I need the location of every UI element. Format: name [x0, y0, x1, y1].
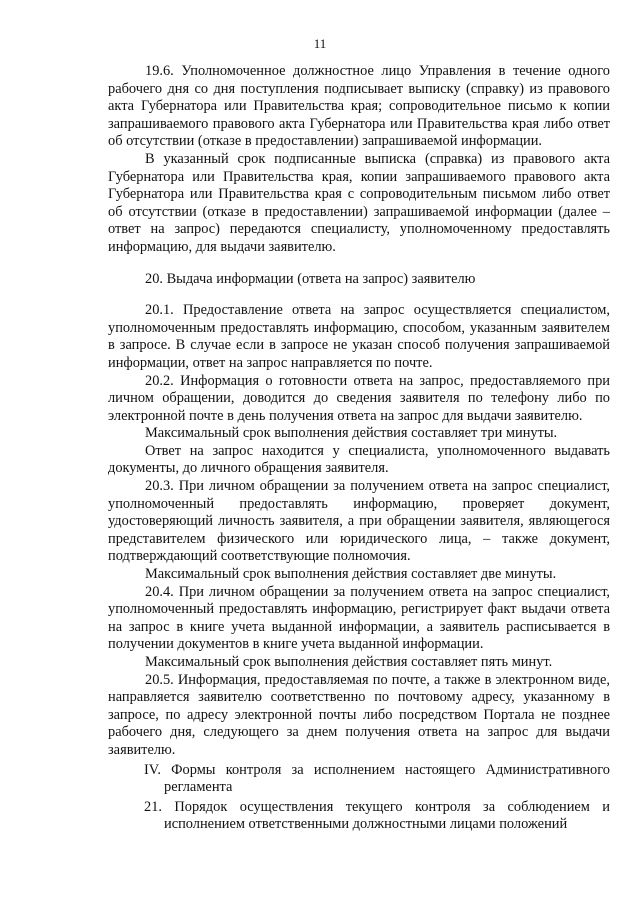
- paragraph-19-6: 19.6. Уполномоченное должностное лицо Управления в течение одного рабочего дня со дня поступления подписывает выписку (справку) из правового акта Губернатора или Правительства края; сопроводительное письмо к копии запрашиваемого правового акта Губернатора или Правительства края либо ответ об отсутствии (отказе в предоставлении) запрашиваемой информации.: [108, 63, 610, 150]
- page-number: 11: [313, 36, 327, 51]
- paragraph-20-3: 20.3. При личном обращении за получением ответа на запрос специалист, уполномоченный предоставлять информацию, проверяет документ, удостоверяющий личность заявителя, а при обращении заявителя, являющегося представителем физического или юридического лица, – также документ, подтверждающий соответствующие полномочия.: [108, 478, 610, 565]
- paragraph-20-1: 20.1. Предоставление ответа на запрос осуществляется специалистом, уполномоченным предоставлять информацию, способом, указанным заявителем в запросе. В случае если в запросе не указан способ получения запрашиваемой информации, ответ на запрос направляется по почте.: [108, 302, 610, 371]
- item-21: 21. Порядок осуществления текущего контроля за соблюдением и исполнением ответственными должностными лицами положений: [144, 798, 610, 833]
- paragraph-max-time-two: Максимальный срок выполнения действия составляет две минуты.: [145, 566, 557, 583]
- section-heading-iv: IV. Формы контроля за исполнением настоящего Административного регламента: [144, 761, 610, 796]
- paragraph-20-5: 20.5. Информация, предоставляемая по почте, а также в электронном виде, направляется заявителю соответственно по почтовому адресу, указанному в запросе, по адресу электронной почты либо посредством Портала не позднее рабочего дня, следующего за днем получения ответа на запрос для выдачи заявителю.: [108, 671, 610, 758]
- paragraph-20-2: 20.2. Информация о готовности ответа на запрос, предоставляемого при личном обращении, доводится до сведения заявителя по телефону либо по электронной почте в день получения ответа на запрос для выдачи заявителю.: [108, 372, 610, 424]
- document-body: [108, 63, 610, 834]
- subsection-heading-20: 20. Выдача информации (ответа на запрос) заявителю: [145, 270, 476, 287]
- paragraph-deadline-transfer: В указанный срок подписанные выписка (справка) из правового акта Губернатора или Правительства края, копии запрашиваемого правового акта Губернатора или Правительства края с сопроводительным письмом либо ответ об отсутствии (отказе в предоставлении) запрашиваемой информации (далее – ответ на запрос) передаются специалисту, уполномоченному предоставлять информацию, для выдачи заявителю.: [108, 150, 610, 255]
- paragraph-max-time-five: Максимальный срок выполнения действия составляет пять минут.: [145, 654, 553, 670]
- paragraph-answer-held: Ответ на запрос находится у специалиста, уполномоченного выдавать документы, до личного обращения заявителя.: [108, 442, 610, 477]
- paragraph-20-4: 20.4. При личном обращении за получением ответа на запрос специалист, уполномоченный предоставлять информацию, регистрирует факт выдачи ответа на запрос в книге учета выданной информации, а заявитель расписывается в получении документов в книге учета выданной информации.: [108, 583, 610, 653]
- paragraph-max-time-three: Максимальный срок выполнения действия составляет три минуты.: [145, 425, 558, 442]
